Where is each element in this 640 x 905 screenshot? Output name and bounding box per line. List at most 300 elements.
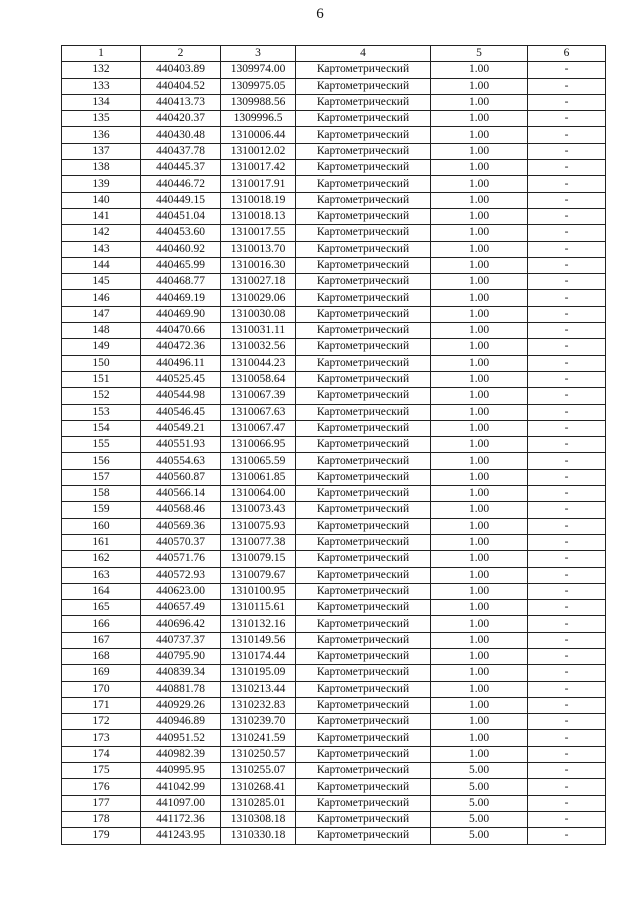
accuracy-cell: 1.00 [431,78,528,94]
table-row [62,600,606,616]
point-number-cell: 155 [62,437,141,453]
method-cell: Картометрический [296,290,431,306]
x-coordinate-cell: 440995.95 [141,763,221,779]
note-cell: - [528,453,606,469]
x-coordinate-cell: 440929.26 [141,697,221,713]
method-cell: Картометрический [296,697,431,713]
x-coordinate-cell: 440570.37 [141,534,221,550]
accuracy-cell: 1.00 [431,241,528,257]
table-row [62,730,606,746]
y-coordinate-cell: 1310067.47 [221,420,296,436]
y-coordinate-cell: 1310064.00 [221,486,296,502]
accuracy-cell: 1.00 [431,665,528,681]
y-coordinate-cell: 1309975.05 [221,78,296,94]
table-row [62,127,606,143]
note-cell: - [528,274,606,290]
table-row [62,94,606,110]
accuracy-cell: 1.00 [431,486,528,502]
point-number-cell: 140 [62,192,141,208]
method-cell: Картометрический [296,453,431,469]
point-number-cell: 174 [62,746,141,762]
y-coordinate-cell: 1310017.55 [221,225,296,241]
point-number-cell: 172 [62,714,141,730]
y-coordinate-cell: 1310213.44 [221,681,296,697]
table-row [62,241,606,257]
method-cell: Картометрический [296,306,431,322]
y-coordinate-cell: 1310079.15 [221,551,296,567]
note-cell: - [528,192,606,208]
table-row [62,697,606,713]
method-cell: Картометрический [296,176,431,192]
y-coordinate-cell: 1310285.01 [221,795,296,811]
table-row [62,518,606,534]
accuracy-cell: 1.00 [431,518,528,534]
table-header-row [62,46,606,62]
y-coordinate-cell: 1310018.13 [221,208,296,224]
note-cell: - [528,600,606,616]
accuracy-cell: 1.00 [431,355,528,371]
accuracy-cell: 1.00 [431,323,528,339]
column-header: 6 [528,46,606,62]
point-number-cell: 132 [62,62,141,78]
x-coordinate-cell: 440568.46 [141,502,221,518]
method-cell: Картометрический [296,192,431,208]
accuracy-cell: 1.00 [431,681,528,697]
table-row [62,274,606,290]
method-cell: Картометрический [296,567,431,583]
method-cell: Картометрический [296,388,431,404]
method-cell: Картометрический [296,225,431,241]
table-row [62,143,606,159]
table-row [62,404,606,420]
accuracy-cell: 1.00 [431,437,528,453]
note-cell: - [528,730,606,746]
x-coordinate-cell: 440549.21 [141,420,221,436]
x-coordinate-cell: 440468.77 [141,274,221,290]
table-row [62,469,606,485]
y-coordinate-cell: 1310174.44 [221,648,296,664]
table-row [62,225,606,241]
table-row [62,437,606,453]
table-row [62,453,606,469]
accuracy-cell: 1.00 [431,274,528,290]
x-coordinate-cell: 440430.48 [141,127,221,143]
table-row [62,746,606,762]
note-cell: - [528,208,606,224]
x-coordinate-cell: 440546.45 [141,404,221,420]
point-number-cell: 175 [62,763,141,779]
point-number-cell: 136 [62,127,141,143]
y-coordinate-cell: 1310100.95 [221,583,296,599]
x-coordinate-cell: 440460.92 [141,241,221,257]
table-row [62,78,606,94]
method-cell: Картометрический [296,779,431,795]
accuracy-cell: 1.00 [431,176,528,192]
note-cell: - [528,62,606,78]
accuracy-cell: 5.00 [431,811,528,827]
method-cell: Картометрический [296,681,431,697]
accuracy-cell: 1.00 [431,534,528,550]
point-number-cell: 161 [62,534,141,550]
point-number-cell: 138 [62,160,141,176]
x-coordinate-cell: 440571.76 [141,551,221,567]
point-number-cell: 165 [62,600,141,616]
y-coordinate-cell: 1309996.5 [221,111,296,127]
x-coordinate-cell: 440569.36 [141,518,221,534]
x-coordinate-cell: 440403.89 [141,62,221,78]
table-row [62,828,606,844]
note-cell: - [528,616,606,632]
table-row [62,486,606,502]
accuracy-cell: 1.00 [431,160,528,176]
method-cell: Картометрический [296,730,431,746]
note-cell: - [528,371,606,387]
x-coordinate-cell: 440544.98 [141,388,221,404]
y-coordinate-cell: 1310268.41 [221,779,296,795]
point-number-cell: 152 [62,388,141,404]
table-row [62,502,606,518]
point-number-cell: 166 [62,616,141,632]
x-coordinate-cell: 440560.87 [141,469,221,485]
table-row [62,795,606,811]
note-cell: - [528,355,606,371]
x-coordinate-cell: 440404.52 [141,78,221,94]
x-coordinate-cell: 441243.95 [141,828,221,844]
note-cell: - [528,257,606,273]
y-coordinate-cell: 1310330.18 [221,828,296,844]
note-cell: - [528,420,606,436]
y-coordinate-cell: 1310066.95 [221,437,296,453]
table-row [62,257,606,273]
method-cell: Картометрический [296,257,431,273]
table-row [62,160,606,176]
accuracy-cell: 1.00 [431,697,528,713]
x-coordinate-cell: 440446.72 [141,176,221,192]
point-number-cell: 144 [62,257,141,273]
y-coordinate-cell: 1310012.02 [221,143,296,159]
y-coordinate-cell: 1310241.59 [221,730,296,746]
y-coordinate-cell: 1310075.93 [221,518,296,534]
x-coordinate-cell: 441042.99 [141,779,221,795]
x-coordinate-cell: 440839.34 [141,665,221,681]
y-coordinate-cell: 1310013.70 [221,241,296,257]
y-coordinate-cell: 1310079.67 [221,567,296,583]
point-number-cell: 137 [62,143,141,159]
point-number-cell: 158 [62,486,141,502]
method-cell: Картометрический [296,437,431,453]
table-row [62,681,606,697]
note-cell: - [528,388,606,404]
note-cell: - [528,697,606,713]
point-number-cell: 146 [62,290,141,306]
x-coordinate-cell: 441097.00 [141,795,221,811]
accuracy-cell: 1.00 [431,290,528,306]
table-row [62,208,606,224]
y-coordinate-cell: 1310030.08 [221,306,296,322]
accuracy-cell: 1.00 [431,225,528,241]
note-cell: - [528,241,606,257]
column-header: 3 [221,46,296,62]
method-cell: Картометрический [296,763,431,779]
note-cell: - [528,469,606,485]
note-cell: - [528,665,606,681]
point-number-cell: 170 [62,681,141,697]
x-coordinate-cell: 440737.37 [141,632,221,648]
column-header: 4 [296,46,431,62]
note-cell: - [528,225,606,241]
y-coordinate-cell: 1310239.70 [221,714,296,730]
method-cell: Картометрический [296,795,431,811]
table-row [62,62,606,78]
method-cell: Картометрический [296,583,431,599]
accuracy-cell: 1.00 [431,551,528,567]
accuracy-cell: 1.00 [431,404,528,420]
point-number-cell: 153 [62,404,141,420]
table-row [62,551,606,567]
table-row [62,632,606,648]
accuracy-cell: 1.00 [431,388,528,404]
y-coordinate-cell: 1310308.18 [221,811,296,827]
accuracy-cell: 1.00 [431,567,528,583]
accuracy-cell: 5.00 [431,795,528,811]
x-coordinate-cell: 440469.19 [141,290,221,306]
point-number-cell: 154 [62,420,141,436]
note-cell: - [528,404,606,420]
method-cell: Картометрический [296,665,431,681]
column-header: 5 [431,46,528,62]
table-row [62,779,606,795]
y-coordinate-cell: 1310149.56 [221,632,296,648]
method-cell: Картометрический [296,518,431,534]
note-cell: - [528,437,606,453]
x-coordinate-cell: 440453.60 [141,225,221,241]
method-cell: Картометрический [296,551,431,567]
table-body [62,62,606,844]
table-row [62,534,606,550]
y-coordinate-cell: 1310065.59 [221,453,296,469]
method-cell: Картометрический [296,323,431,339]
point-number-cell: 163 [62,567,141,583]
accuracy-cell: 1.00 [431,714,528,730]
method-cell: Картометрический [296,811,431,827]
accuracy-cell: 1.00 [431,746,528,762]
accuracy-cell: 1.00 [431,600,528,616]
x-coordinate-cell: 440413.73 [141,94,221,110]
table-row [62,355,606,371]
y-coordinate-cell: 1310232.83 [221,697,296,713]
method-cell: Картометрический [296,600,431,616]
table-row [62,616,606,632]
table-row [62,192,606,208]
point-number-cell: 141 [62,208,141,224]
note-cell: - [528,502,606,518]
method-cell: Картометрический [296,534,431,550]
accuracy-cell: 1.00 [431,420,528,436]
x-coordinate-cell: 440525.45 [141,371,221,387]
y-coordinate-cell: 1310017.42 [221,160,296,176]
table-row [62,420,606,436]
point-number-cell: 162 [62,551,141,567]
note-cell: - [528,681,606,697]
table-row [62,371,606,387]
method-cell: Картометрический [296,746,431,762]
method-cell: Картометрический [296,339,431,355]
point-number-cell: 160 [62,518,141,534]
y-coordinate-cell: 1310006.44 [221,127,296,143]
point-number-cell: 156 [62,453,141,469]
point-number-cell: 151 [62,371,141,387]
accuracy-cell: 1.00 [431,94,528,110]
accuracy-cell: 1.00 [431,257,528,273]
coordinates-table [61,45,606,845]
y-coordinate-cell: 1310073.43 [221,502,296,518]
accuracy-cell: 1.00 [431,648,528,664]
y-coordinate-cell: 1310255.07 [221,763,296,779]
y-coordinate-cell: 1310067.39 [221,388,296,404]
table-row [62,323,606,339]
accuracy-cell: 1.00 [431,632,528,648]
note-cell: - [528,534,606,550]
note-cell: - [528,551,606,567]
x-coordinate-cell: 441172.36 [141,811,221,827]
x-coordinate-cell: 440420.37 [141,111,221,127]
note-cell: - [528,567,606,583]
method-cell: Картометрический [296,160,431,176]
y-coordinate-cell: 1310044.23 [221,355,296,371]
y-coordinate-cell: 1310132.16 [221,616,296,632]
accuracy-cell: 5.00 [431,828,528,844]
y-coordinate-cell: 1309974.00 [221,62,296,78]
point-number-cell: 148 [62,323,141,339]
x-coordinate-cell: 440881.78 [141,681,221,697]
page-number: 6 [316,6,324,22]
x-coordinate-cell: 440951.52 [141,730,221,746]
accuracy-cell: 5.00 [431,779,528,795]
y-coordinate-cell: 1310058.64 [221,371,296,387]
table-row [62,665,606,681]
table-row [62,583,606,599]
method-cell: Картометрический [296,616,431,632]
note-cell: - [528,828,606,844]
point-number-cell: 139 [62,176,141,192]
point-number-cell: 157 [62,469,141,485]
x-coordinate-cell: 440465.99 [141,257,221,273]
note-cell: - [528,811,606,827]
y-coordinate-cell: 1310195.09 [221,665,296,681]
accuracy-cell: 1.00 [431,306,528,322]
accuracy-cell: 1.00 [431,339,528,355]
method-cell: Картометрический [296,404,431,420]
point-number-cell: 149 [62,339,141,355]
point-number-cell: 159 [62,502,141,518]
y-coordinate-cell: 1310067.63 [221,404,296,420]
method-cell: Картометрический [296,469,431,485]
y-coordinate-cell: 1310029.06 [221,290,296,306]
accuracy-cell: 1.00 [431,616,528,632]
point-number-cell: 134 [62,94,141,110]
note-cell: - [528,160,606,176]
table-row [62,176,606,192]
note-cell: - [528,127,606,143]
x-coordinate-cell: 440469.90 [141,306,221,322]
x-coordinate-cell: 440623.00 [141,583,221,599]
point-number-cell: 177 [62,795,141,811]
accuracy-cell: 1.00 [431,143,528,159]
x-coordinate-cell: 440445.37 [141,160,221,176]
method-cell: Картометрический [296,632,431,648]
point-number-cell: 176 [62,779,141,795]
point-number-cell: 133 [62,78,141,94]
note-cell: - [528,306,606,322]
note-cell: - [528,648,606,664]
point-number-cell: 145 [62,274,141,290]
y-coordinate-cell: 1309988.56 [221,94,296,110]
column-header: 1 [62,46,141,62]
note-cell: - [528,78,606,94]
point-number-cell: 135 [62,111,141,127]
point-number-cell: 164 [62,583,141,599]
x-coordinate-cell: 440572.93 [141,567,221,583]
note-cell: - [528,176,606,192]
point-number-cell: 173 [62,730,141,746]
accuracy-cell: 1.00 [431,502,528,518]
table-row [62,763,606,779]
note-cell: - [528,339,606,355]
y-coordinate-cell: 1310016.30 [221,257,296,273]
accuracy-cell: 1.00 [431,730,528,746]
y-coordinate-cell: 1310018.19 [221,192,296,208]
method-cell: Картометрический [296,371,431,387]
x-coordinate-cell: 440982.39 [141,746,221,762]
x-coordinate-cell: 440946.89 [141,714,221,730]
y-coordinate-cell: 1310031.11 [221,323,296,339]
x-coordinate-cell: 440795.90 [141,648,221,664]
column-header: 2 [141,46,221,62]
method-cell: Картометрический [296,208,431,224]
x-coordinate-cell: 440470.66 [141,323,221,339]
note-cell: - [528,486,606,502]
method-cell: Картометрический [296,714,431,730]
y-coordinate-cell: 1310032.56 [221,339,296,355]
note-cell: - [528,795,606,811]
note-cell: - [528,746,606,762]
table-row [62,388,606,404]
note-cell: - [528,714,606,730]
point-number-cell: 171 [62,697,141,713]
note-cell: - [528,111,606,127]
point-number-cell: 167 [62,632,141,648]
accuracy-cell: 1.00 [431,62,528,78]
note-cell: - [528,143,606,159]
y-coordinate-cell: 1310250.57 [221,746,296,762]
y-coordinate-cell: 1310077.38 [221,534,296,550]
point-number-cell: 178 [62,811,141,827]
method-cell: Картометрический [296,648,431,664]
point-number-cell: 142 [62,225,141,241]
table-row [62,339,606,355]
method-cell: Картометрический [296,486,431,502]
method-cell: Картометрический [296,111,431,127]
method-cell: Картометрический [296,94,431,110]
table-row [62,111,606,127]
point-number-cell: 179 [62,828,141,844]
x-coordinate-cell: 440696.42 [141,616,221,632]
method-cell: Картометрический [296,420,431,436]
point-number-cell: 143 [62,241,141,257]
method-cell: Картометрический [296,62,431,78]
x-coordinate-cell: 440554.63 [141,453,221,469]
method-cell: Картометрический [296,241,431,257]
